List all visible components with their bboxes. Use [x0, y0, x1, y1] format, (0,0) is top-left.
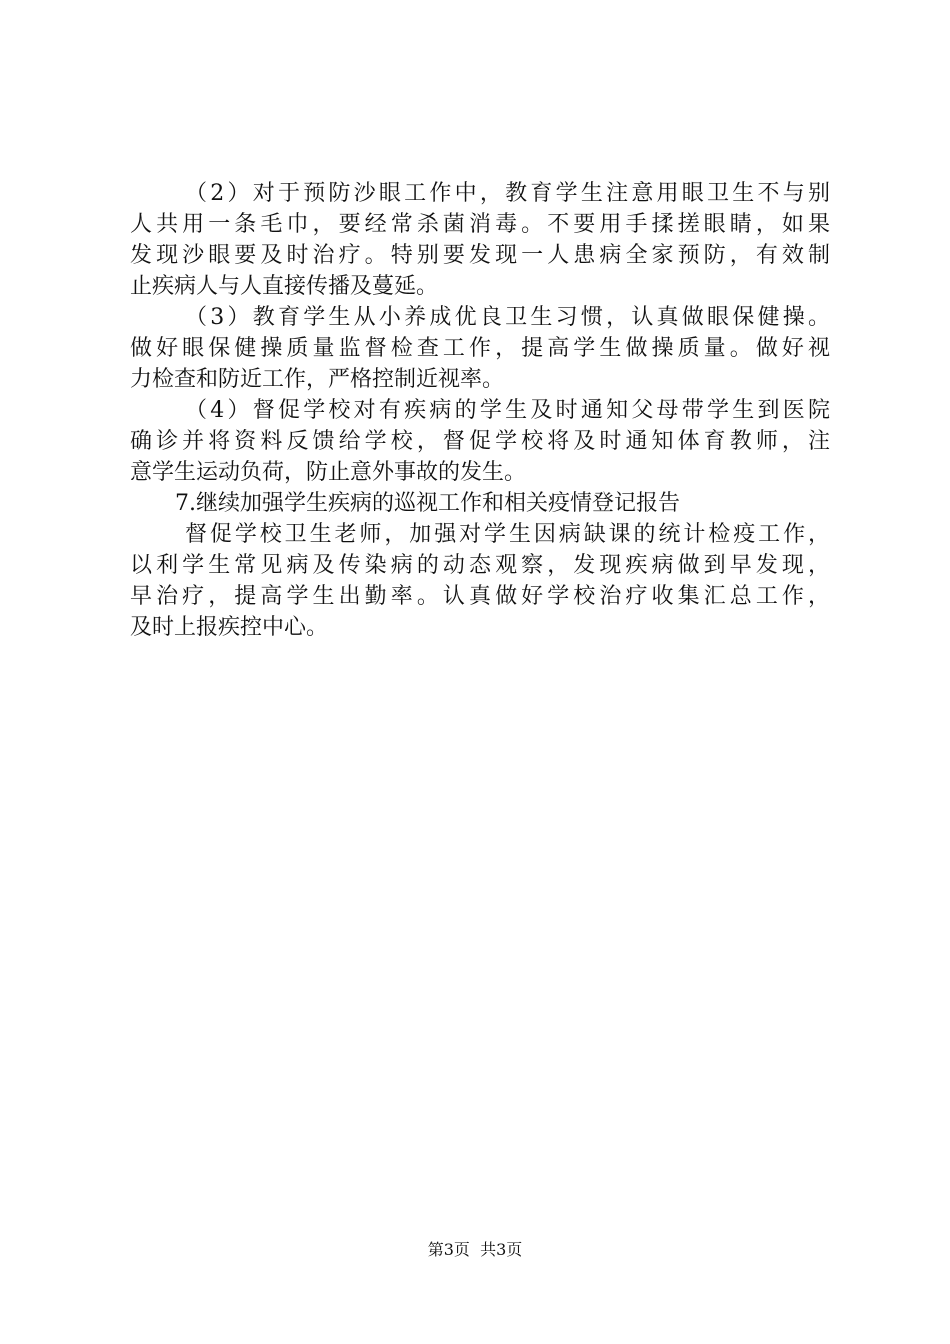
- text-line: 力检查和防近工作，严格控制近视率。: [130, 367, 505, 392]
- text-line: （3）教育学生从小养成优良卫生习惯，认真做眼保健操。: [185, 305, 830, 330]
- text-line: 确诊并将资料反馈给学校，督促学校将及时通知体育教师，注: [130, 429, 830, 454]
- paragraph-trachoma: [130, 178, 830, 302]
- text-line: 意学生运动负荷，防止意外事故的发生。: [130, 460, 527, 485]
- section-heading: [130, 488, 830, 519]
- text-line: 以利学生常见病及传染病的动态观察，发现疾病做到早发现，: [130, 553, 830, 578]
- page-number: 第3页 共3页: [427, 1240, 523, 1259]
- text-line: 督促学校卫生老师，加强对学生因病缺课的统计检疫工作，: [185, 522, 830, 547]
- paragraph-inspection: [130, 519, 830, 643]
- text-line: （4）督促学校对有疾病的学生及时通知父母带学生到医院: [185, 398, 830, 423]
- text-line: 早治疗，提高学生出勤率。认真做好学校治疗收集汇总工作，: [130, 584, 830, 609]
- paragraph-eye-exercise: [130, 302, 830, 395]
- text-line: （2）对于预防沙眼工作中，教育学生注意用眼卫生不与别: [185, 181, 830, 206]
- text-line: 及时上报疾控中心。: [130, 615, 329, 640]
- text-line: 止疾病人与人直接传播及蔓延。: [130, 274, 439, 299]
- document-body: [130, 178, 830, 643]
- paragraph-disease-notification: [130, 395, 830, 488]
- page-footer: [0, 1240, 950, 1260]
- heading-line: 7.继续加强学生疾病的巡视工作和相关疫情登记报告: [175, 491, 680, 516]
- text-line: 发现沙眼要及时治疗。特别要发现一人患病全家预防，有效制: [130, 243, 830, 268]
- text-line: 人共用一条毛巾，要经常杀菌消毒。不要用手揉搓眼睛，如果: [130, 212, 830, 237]
- text-line: 做好眼保健操质量监督检查工作，提高学生做操质量。做好视: [130, 336, 830, 361]
